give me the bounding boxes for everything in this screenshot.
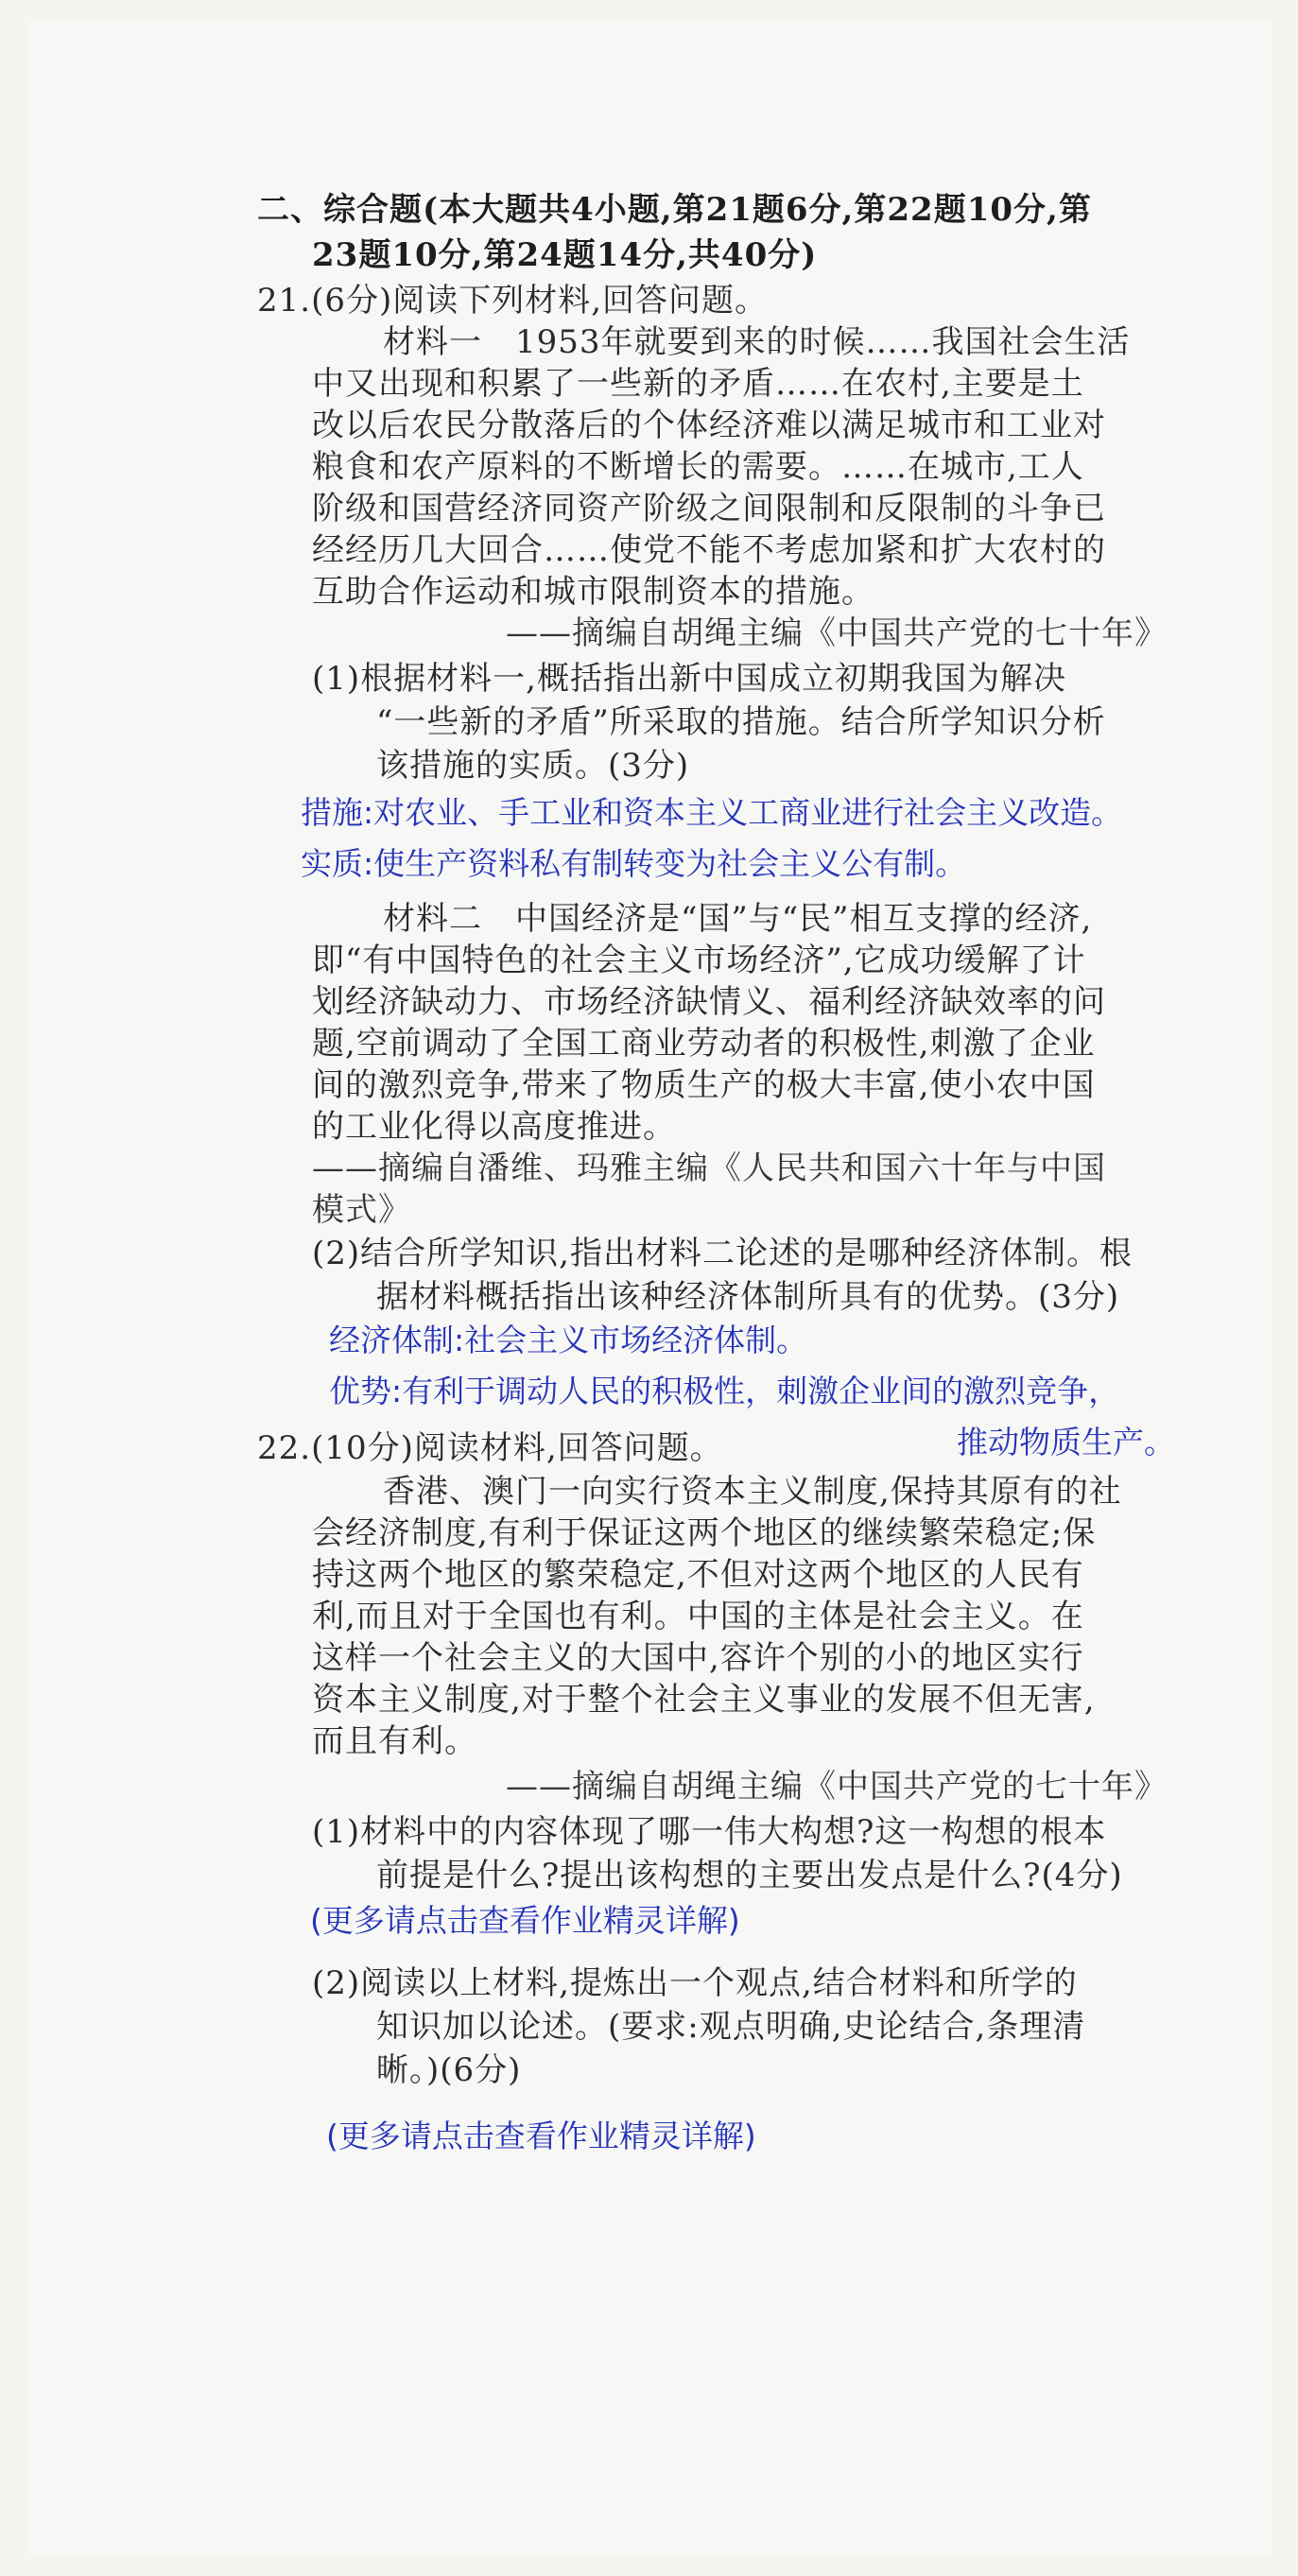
q21-answer2-advantage: 优势:有利于调动人民的积极性，刺激企业间的激烈竞争， (329, 1373, 1120, 1409)
q22-material-line: 香港、澳门一向实行资本主义制度,保持其原有的社 (383, 1473, 1122, 1511)
section-heading-line-2: 23题10分,第24题14分,共40分) (312, 236, 818, 274)
q21-sub1-line: “一些新的矛盾”所采取的措施。结合所学知识分析 (376, 703, 1106, 741)
q21-material2-line: 划经济缺动力、市场经济缺情义、福利经济缺效率的问 (312, 983, 1106, 1021)
q21-material1-line: 粮食和农产原料的不断增长的需要。……在城市,工人 (312, 448, 1084, 486)
q22-material-line: 会经济制度,有利于保证这两个地区的继续繁荣稳定;保 (312, 1514, 1097, 1552)
q21-material1-line: 阶级和国营经济同资产阶级之间限制和反限制的斗争已 (312, 490, 1106, 527)
q22-material-line: 这样一个社会主义的大国中,容许个别的小的地区实行 (312, 1639, 1084, 1677)
q21-answer1-essence: 实质:使生产资料私有制转变为社会主义公有制。 (301, 845, 967, 882)
q21-material2-source: 模式》 (312, 1191, 411, 1229)
q21-answer1-measures: 措施:对农业、手工业和资本主义工商业进行社会主义改造。 (301, 794, 1123, 831)
q21-material2-source: ——摘编自潘维、玛雅主编《人民共和国六十年与中国 (312, 1150, 1106, 1187)
q21-sub1-line: (1)根据材料一,概括指出新中国成立初期我国为解决 (312, 660, 1066, 698)
q21-sub2-line: (2)结合所学知识,指出材料二论述的是哪种经济体制。根 (312, 1235, 1133, 1272)
q21-answer2-system: 经济体制:社会主义市场经济体制。 (329, 1322, 808, 1358)
q21-material2-line: 间的激烈竞争,带来了物质生产的极大丰富,使小农中国 (312, 1066, 1096, 1104)
q21-answer2-advantage-cont: 推动物质生产。 (957, 1424, 1175, 1461)
q21-material1-line: 互助合作运动和城市限制资本的措施。 (312, 573, 874, 611)
q21-stem: 21.(6分)阅读下列材料,回答问题。 (257, 282, 769, 320)
q21-material2-line: 即“有中国特色的社会主义市场经济”,它成功缓解了计 (312, 942, 1086, 979)
q21-material2-line: 题,空前调动了全国工商业劳动者的积极性,刺激了企业 (312, 1025, 1096, 1063)
section-heading-line-1: 二、综合题(本大题共4小题,第21题6分,第22题10分,第 (257, 191, 1092, 229)
q22-sub1-line: (1)材料中的内容体现了哪一伟大构想?这一构想的根本 (312, 1813, 1107, 1851)
q22-material-line: 持这两个地区的繁荣稳定,不但对这两个地区的人民有 (312, 1556, 1084, 1594)
q21-material1-line: 中又出现和积累了一些新的矛盾……在农村,主要是土 (312, 365, 1084, 403)
more-details-link[interactable]: (更多请点击查看作业精灵详解) (326, 2118, 756, 2154)
q21-material2-line: 材料二 中国经济是“国”与“民”相互支撑的经济, (383, 900, 1093, 938)
q22-sub1-line: 前提是什么?提出该构想的主要出发点是什么?(4分) (376, 1857, 1123, 1894)
q22-stem: 22.(10分)阅读材料,回答问题。 (257, 1429, 723, 1467)
q21-material1-line: 经经历几大回合……使党不能不考虑加紧和扩大农村的 (312, 531, 1106, 569)
q22-material-line: 而且有利。 (312, 1722, 477, 1760)
q21-sub1-line: 该措施的实质。(3分) (376, 747, 690, 785)
q22-sub2-line: 晰。)(6分) (376, 2051, 522, 2089)
q22-material-source: ——摘编自胡绳主编《中国共产党的七十年》 (506, 1768, 1168, 1806)
q21-material1-source: ——摘编自胡绳主编《中国共产党的七十年》 (506, 614, 1168, 652)
q22-material-line: 资本主义制度,对于整个社会主义事业的发展不但无害, (312, 1681, 1096, 1719)
more-details-link[interactable]: (更多请点击查看作业精灵详解) (310, 1902, 740, 1939)
q21-sub2-line: 据材料概括指出该种经济体制所具有的优势。(3分) (376, 1278, 1120, 1316)
q21-material1-line: 改以后农民分散落后的个体经济难以满足城市和工业对 (312, 406, 1106, 444)
q22-sub2-line: 知识加以论述。(要求:观点明确,史论结合,条理清 (376, 2008, 1086, 2046)
q21-material1-line: 材料一 1953年就要到来的时候……我国社会生活 (383, 323, 1131, 361)
q21-material2-line: 的工业化得以高度推进。 (312, 1108, 676, 1146)
q22-sub2-line: (2)阅读以上材料,提炼出一个观点,结合材料和所学的 (312, 1964, 1078, 2002)
q22-material-line: 利,而且对于全国也有利。中国的主体是社会主义。在 (312, 1598, 1084, 1635)
